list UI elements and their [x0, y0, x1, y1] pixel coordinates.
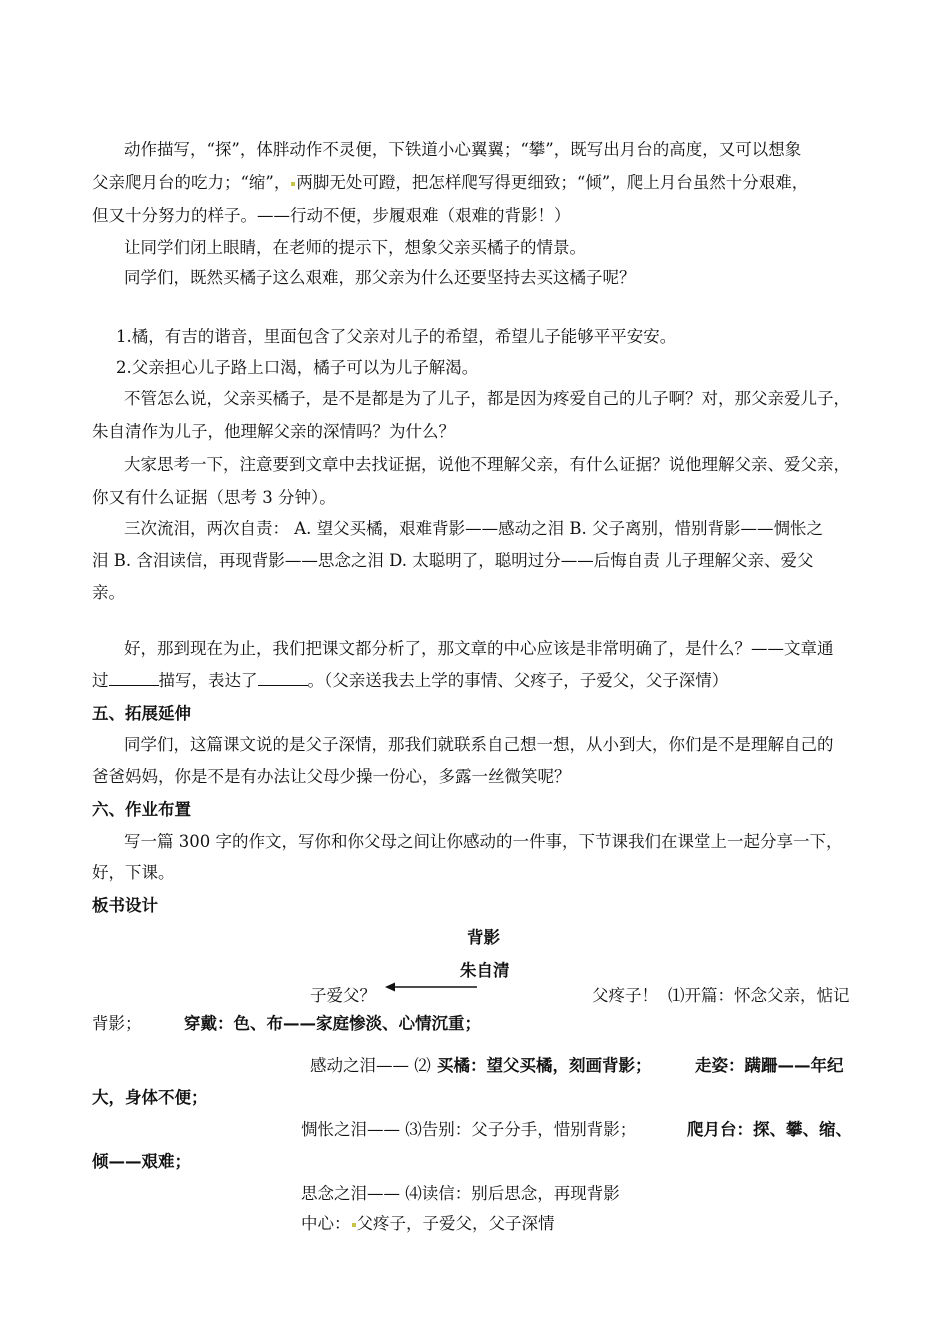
- board-right-label: 父疼子！: [592, 986, 658, 1005]
- para-7-line-2a: 过: [92, 671, 109, 690]
- section-5-line-2: 爸爸妈妈，你是不是有办法让父母少操一份心，多露一丝微笑呢？: [92, 767, 571, 786]
- board-title: 背影: [467, 928, 500, 947]
- para-7-line-1: 好，那到现在为止，我们把课文都分析了，那文章的中心应该是非常明确了，是什么？——文章通: [124, 639, 834, 658]
- para-6-line-3: 亲。: [92, 583, 125, 602]
- list-item-2: 2.父亲担心儿子路上口渴，橘子可以为儿子解渴。: [116, 358, 479, 377]
- fill-blank-1: [109, 670, 159, 686]
- left-arrow-icon: [385, 981, 477, 993]
- board-row-2b: 大，身体不便；: [92, 1088, 208, 1107]
- board-center-label: 中心：: [301, 1214, 351, 1233]
- section-6-heading: 六、作业布置: [92, 800, 191, 819]
- board-left-label: 子爱父？: [310, 986, 376, 1005]
- para-4-line-2: 朱自清作为儿子，他理解父亲的深情吗？为什么？: [92, 422, 455, 441]
- board-center-text: 父疼子，子爱父，父子深情: [356, 1214, 555, 1233]
- board-row-4: 思念之泪—— ⑷读信：别后思念，再现背影: [301, 1184, 620, 1203]
- section-5-line-1: 同学们，这篇课文说的是父子深情，那我们就联系自己想一想，从小到大，你们是不是理解自己的: [124, 735, 834, 754]
- para-1-line-2a: 父亲爬月台的吃力；“缩”，: [92, 173, 291, 192]
- para-7-line-2c: 。（父亲送我去上学的事情、父疼子，子爱父，父子深情）: [307, 671, 729, 690]
- para-7-line-2b: 描写，表达了: [158, 671, 258, 690]
- board-row-3-tear: 惆怅之泪—— ⑶告别：父子分手，惜别背影；: [301, 1120, 637, 1139]
- board-row-1b-clothing: 穿戴：色、布——家庭惨淡、心情沉重；: [184, 1014, 481, 1033]
- board-row-1b-prefix: 背影；: [92, 1014, 142, 1033]
- board-center: [301, 1213, 555, 1235]
- para-1-line-2: [92, 172, 808, 194]
- para-7-line-2: [92, 670, 728, 692]
- para-6-line-1: 三次流泪，两次自责： A. 望父买橘，艰难背影——感动之泪 B. 父子离别，惜别背影——惆怅之: [124, 519, 824, 538]
- mark-dot: [291, 182, 295, 186]
- para-5-line-1: 大家思考一下，注意要到文章中去找证据，说他不理解父亲，有什么证据？说他理解父亲、爱父亲，: [124, 455, 850, 474]
- list-item-1: 1.橘，有吉的谐音，里面包含了父亲对儿子的希望，希望儿子能够平平安安。: [116, 327, 677, 346]
- para-4-line-1: 不管怎么说，父亲买橘子，是不是都是为了儿子，都是因为疼爱自己的儿子啊？对，那父亲爱儿子，: [124, 389, 850, 408]
- para-2: 让同学们闭上眼睛，在老师的提示下，想象父亲买橘子的情景。: [124, 238, 586, 257]
- section-6-line-2: 好，下课。: [92, 863, 175, 882]
- board-row-3-climb: 爬月台：探、攀、缩、: [687, 1120, 852, 1139]
- para-3: 同学们，既然买橘子这么艰难，那父亲为什么还要坚持去买这橘子呢？: [124, 268, 636, 287]
- fill-blank-2: [258, 670, 308, 686]
- board-row-2-gait: 走姿：蹒跚——年纪: [695, 1056, 844, 1075]
- board-heading: 板书设计: [92, 896, 158, 915]
- board-row-3b: 倾——艰难；: [92, 1152, 191, 1171]
- para-1-line-1: 动作描写，“探”，体胖动作不灵便，下铁道小心翼翼；“攀”，既写出月台的高度，又可以想象: [124, 140, 802, 159]
- para-1-line-2b: 两脚无处可蹬，把怎样爬写得更细致；“倾”，爬上月台虽然十分艰难，: [296, 173, 809, 192]
- board-author: 朱自清: [460, 961, 510, 980]
- section-5-heading: 五、拓展延伸: [92, 704, 191, 723]
- board-row-2-tear: 感动之泪—— ⑵: [310, 1056, 431, 1075]
- mark-dot: [352, 1223, 356, 1227]
- para-6-line-2: 泪 B. 含泪读信，再现背影——思念之泪 D. 太聪明了，聪明过分——后悔自责 儿子理解父亲、爱父: [92, 551, 814, 570]
- para-1-line-3: 但又十分努力的样子。——行动不便，步履艰难（艰难的背影！）: [92, 206, 571, 225]
- para-5-line-2: 你又有什么证据（思考 3 分钟）。: [92, 488, 336, 507]
- section-6-line-1: 写一篇 300 字的作文，写你和你父母之间让你感动的一件事，下节课我们在课堂上一起分享一下，: [124, 832, 843, 851]
- board-row-1-tail: ⑴开篇：怀念父亲，惦记: [668, 986, 850, 1005]
- board-row-2-buy: 买橘：望父买橘，刻画背影；: [437, 1056, 652, 1075]
